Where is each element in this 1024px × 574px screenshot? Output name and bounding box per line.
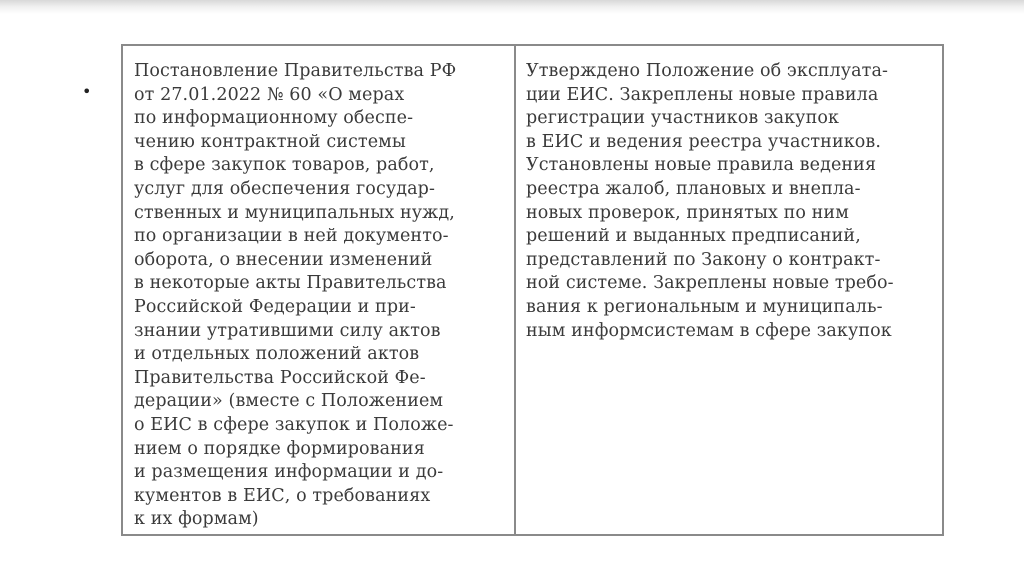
text-line: Правительства Российской Фе- (134, 367, 426, 388)
table-cell-left (134, 60, 456, 532)
text-line: в некоторые акты Правительства (134, 273, 447, 294)
document-table (121, 44, 944, 536)
text-line: ции ЕИС. Закреплены новые правила (526, 84, 879, 105)
text-line: в сфере закупок товаров, работ, (134, 155, 435, 176)
text-line: и отдельных положений актов (134, 344, 420, 365)
text-line: по информационному обеспе- (134, 108, 414, 129)
column-divider (514, 46, 516, 534)
text-line: Утверждено Положение об эксплуата- (526, 61, 888, 81)
text-line: чению контрактной системы (134, 131, 406, 152)
text-line: знании утратившими силу актов (134, 320, 441, 341)
bullet-point: • (82, 82, 92, 101)
text-line: и размещения информации и до- (134, 462, 444, 483)
text-line: о ЕИС в сфере закупок и Положе- (134, 414, 454, 435)
text-line: услуг для обеспечения государ- (134, 178, 435, 199)
text-line: регистрации участников закупок (526, 108, 840, 129)
text-line: новых проверок, принятых по ним (526, 202, 849, 223)
text-line: реестра жалоб, плановых и внепла- (526, 178, 861, 199)
text-line: кументов в ЕИС, о требованиях (134, 485, 431, 506)
text-line: оборота, о внесении изменений (134, 249, 433, 270)
text-line: ным информсистемам в сфере закупок (526, 320, 892, 341)
text-line: Постановление Правительства РФ (134, 61, 457, 81)
text-line: Установлены новые правила ведения (526, 155, 877, 176)
table-cell-right (526, 60, 894, 343)
text-line: решений и выданных предписаний, (526, 226, 861, 247)
text-line: нием о порядке формирования (134, 438, 425, 459)
text-line: вания к региональным и муниципаль- (526, 296, 883, 317)
text-line: Российской Федерации и при- (134, 296, 416, 317)
text-line: представлений по Закону о контракт- (526, 249, 881, 270)
text-line: в ЕИС и ведения реестра участников. (526, 131, 881, 152)
text-line: дерации» (вместе с Положением (134, 391, 444, 412)
top-shadow (0, 0, 1024, 14)
text-line: от 27.01.2022 № 60 «О мерах (134, 84, 405, 105)
text-line: по организации в ней документо- (134, 226, 449, 247)
text-line: ной системе. Закреплены новые требо- (526, 273, 894, 294)
text-line: к их формам) (134, 509, 259, 530)
text-line: ственных и муниципальных нужд, (134, 202, 455, 223)
